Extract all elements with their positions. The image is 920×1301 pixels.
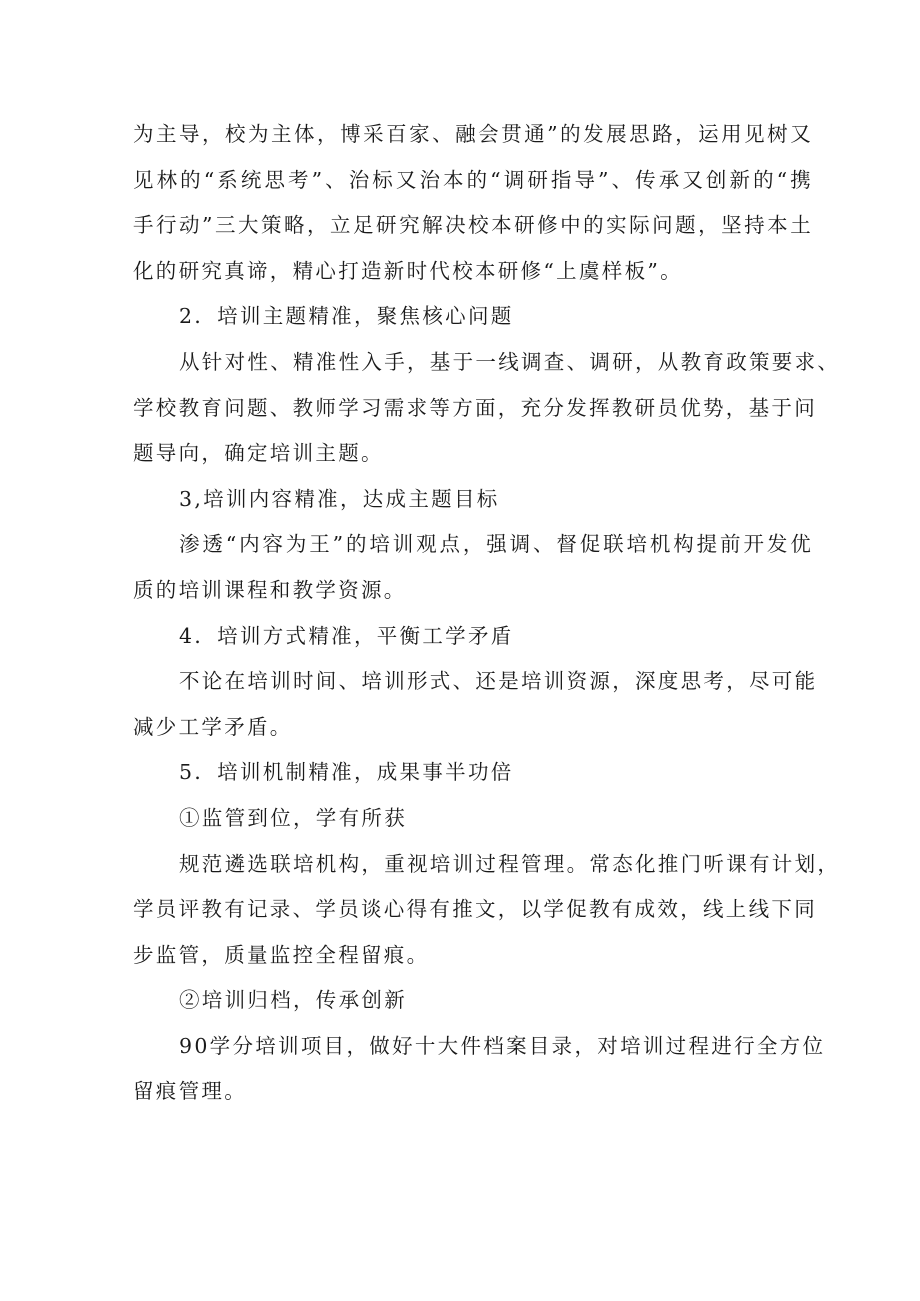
section-heading (133, 477, 813, 523)
text-line: 步监管，质量监控全程留痕。 (133, 942, 430, 967)
body-paragraph (133, 1024, 826, 1115)
body-paragraph (133, 659, 818, 750)
text-line: 学校教育问题、教师学习需求等方面，充分发挥教研员优势，基于问 (133, 395, 817, 420)
text-line: 为主导，校为主体，博采百家、融会贯通”的发展思路，运用见树又 (133, 122, 813, 146)
section-heading (133, 978, 813, 1024)
section-heading (133, 294, 813, 340)
text-line: 从针对性、精准性入手，基于一线调查、调研，从教育政策要求、 (179, 349, 841, 374)
body-paragraph (133, 522, 813, 613)
text-line: 渗透“内容为王”的培训观点，强调、督促联培机构提前开发优 (179, 532, 813, 557)
text-line: 3,培训内容精准，达成主题目标 (179, 486, 500, 511)
text-line: ②培训归档，传承创新 (179, 988, 407, 1013)
text-line: 化的研究真谛，精心打造新时代校本研修“上虞样板”。 (133, 258, 683, 283)
section-heading (133, 750, 813, 796)
text-line: 减少工学矛盾。 (133, 714, 293, 739)
section-heading (133, 614, 813, 660)
text-line: 2．培训主题精准，聚焦核心问题 (179, 304, 514, 329)
text-line: 题导向，确定培训主题。 (133, 441, 384, 466)
text-line: 手行动”三大策略，立足研究解决校本研修中的实际问题，坚持本土 (133, 213, 813, 238)
body-paragraph (133, 340, 841, 477)
text-line: 见林的“系统思考”、治标又治本的“调研指导”、传承又创新的“携 (133, 167, 813, 192)
document-body (133, 112, 841, 1115)
text-line: 不论在培训时间、培训形式、还是培训资源，深度思考，尽可能 (179, 669, 818, 694)
body-paragraph (133, 112, 813, 294)
text-line: 规范遴选联培机构，重视培训过程管理。常态化推门听课有计划， (179, 851, 841, 876)
text-line: 留痕管理。 (133, 1079, 247, 1104)
text-line: 5．培训机制精准，成果事半功倍 (179, 760, 514, 785)
text-line: 学员评教有记录、学员谈心得有推文，以学促教有成效，线上线下同 (133, 897, 817, 922)
section-heading (133, 796, 813, 842)
text-line: ①监管到位，学有所获 (179, 805, 407, 830)
text-line: 90学分培训项目，做好十大件档案目录，对培训过程进行全方位 (179, 1033, 826, 1058)
text-line: 质的培训课程和教学资源。 (133, 577, 407, 602)
body-paragraph (133, 842, 841, 979)
text-line: 4．培训方式精准，平衡工学矛盾 (179, 623, 514, 648)
